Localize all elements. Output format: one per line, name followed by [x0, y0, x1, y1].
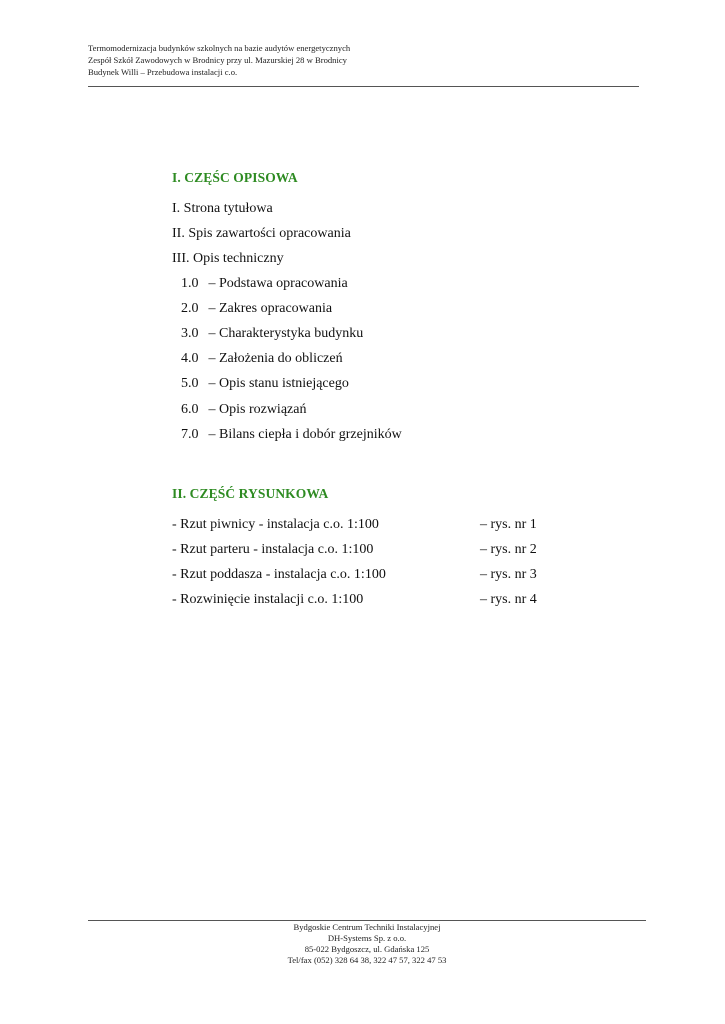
footer-divider	[88, 920, 646, 921]
drawing-list-item	[172, 516, 562, 534]
toc-subitem-text: – Założenia do obliczeń	[208, 351, 343, 366]
drawing-list-item	[172, 541, 562, 559]
part2-heading: II. CZĘŚĆ RYSUNKOWA	[172, 486, 329, 501]
drawing-title: - Rzut piwnicy - instalacja c.o. 1:100	[172, 517, 379, 532]
toc-subitem-number: 5.0	[181, 376, 199, 391]
footer-line-1: Bydgoskie Centrum Techniki Instalacyjnej	[293, 922, 441, 932]
drawing-list-item	[172, 566, 562, 584]
toc-subitem-number: 3.0	[181, 326, 199, 341]
toc-subitem	[181, 275, 348, 293]
toc-subitem	[181, 375, 349, 393]
drawing-ref: – rys. nr 3	[480, 567, 537, 582]
drawing-title: - Rzut poddasza - instalacja c.o. 1:100	[172, 567, 386, 582]
drawing-title: - Rzut parteru - instalacja c.o. 1:100	[172, 542, 374, 557]
header-line-2: Zespół Szkół Zawodowych w Brodnicy przy ul. Mazurskiej 28 w Brodnicy	[88, 55, 347, 65]
toc-subitem-text: – Charakterystyka budynku	[208, 326, 364, 341]
footer-line-2: DH-Systems Sp. z o.o.	[327, 933, 407, 943]
page-header	[88, 42, 639, 78]
toc-item-technical-description: III. Opis techniczny	[172, 251, 284, 266]
drawing-list-item	[172, 591, 562, 609]
toc-subitem-number: 1.0	[181, 276, 199, 291]
drawing-ref: – rys. nr 1	[480, 517, 537, 532]
toc-subitem	[181, 350, 343, 368]
toc-subitem	[181, 300, 332, 318]
toc-subitem	[181, 325, 363, 343]
toc-subitem-text: – Bilans ciepła i dobór grzejników	[208, 427, 402, 442]
toc-subitem-text: – Opis rozwiązań	[208, 402, 307, 417]
toc-subitem	[181, 401, 306, 419]
part1-heading: I. CZĘŚC OPISOWA	[172, 170, 298, 185]
toc-subitem-text: – Podstawa opracowania	[208, 276, 348, 291]
toc-subitem-number: 2.0	[181, 301, 199, 316]
toc-subitem	[181, 426, 402, 444]
toc-item-contents: II. Spis zawartości opracowania	[172, 226, 351, 241]
toc-subitem-number: 7.0	[181, 427, 199, 442]
toc-subitem-number: 4.0	[181, 351, 199, 366]
header-line-1: Termomodernizacja budynków szkolnych na bazie audytów energetycznych	[88, 43, 351, 53]
footer-line-3: 85-022 Bydgoszcz, ul. Gdańska 125	[304, 944, 430, 954]
footer-line-4: Tel/fax (052) 328 64 38, 322 47 57, 322 47 53	[287, 955, 447, 965]
toc-subitem-number: 6.0	[181, 402, 199, 417]
page-footer	[88, 922, 646, 966]
toc-subitem-text: – Zakres opracowania	[208, 301, 333, 316]
header-line-3: Budynek Willi – Przebudowa instalacji c.o.	[88, 67, 238, 77]
drawing-ref: – rys. nr 2	[480, 542, 537, 557]
toc-item-title-page: I. Strona tytułowa	[172, 201, 273, 216]
drawing-title: - Rozwinięcie instalacji c.o. 1:100	[172, 592, 364, 607]
drawing-ref: – rys. nr 4	[480, 592, 537, 607]
header-divider	[88, 86, 639, 87]
toc-subitem-text: – Opis stanu istniejącego	[208, 376, 349, 391]
